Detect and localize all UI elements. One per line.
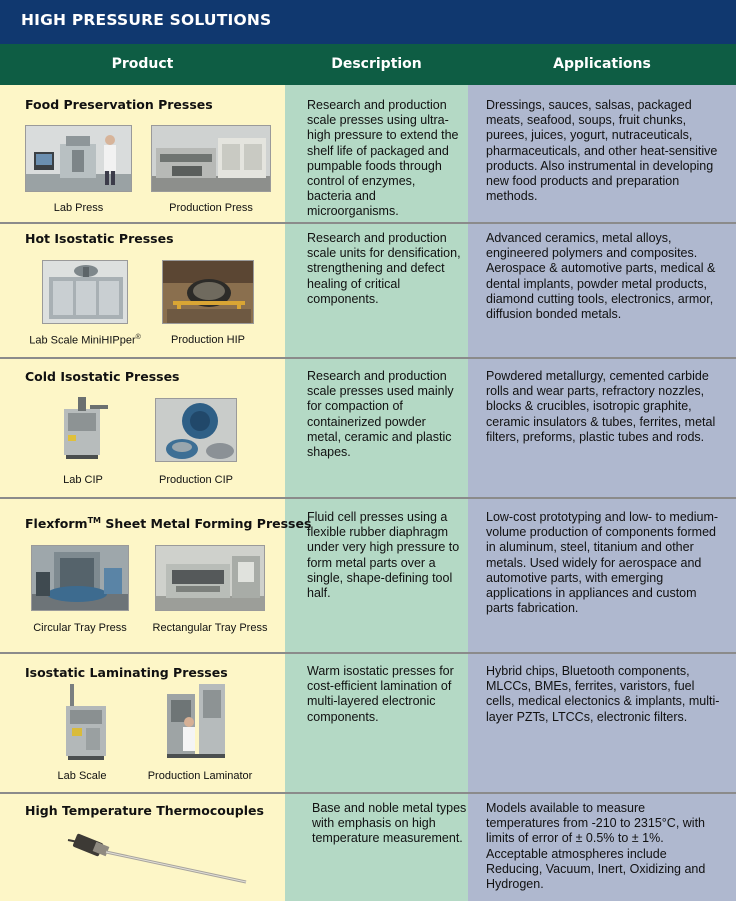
image-caption: Circular Tray Press <box>33 622 127 634</box>
page-title: HIGH PRESSURE SOLUTIONS <box>0 0 736 44</box>
production-laminator-photo <box>163 684 229 762</box>
circular-tray-press-photo <box>31 545 129 611</box>
registered-mark: ® <box>135 334 141 341</box>
header-applications: Applications <box>553 56 651 72</box>
description-text: Research and production scale presses using ultra-high pressure to extend the shelf life of packaged and pumpable foods through control of enzymes, bacteria and microorganisms. <box>307 98 459 219</box>
applications-text: Models available to measure temperatures from -210 to 2315°C, with limits of error of ± 0.5% to ± 1%. Acceptable atmospheres include Reducing, Vacuum, Inert, Oxidizing and Hydrogen. <box>486 801 706 892</box>
row-divider <box>0 357 736 359</box>
product-title: Food Preservation Presses <box>25 97 213 112</box>
applications-column <box>468 85 736 901</box>
description-text: Research and production scale units for densification, strengthening and defect healing of critical components. <box>307 231 461 306</box>
row-divider <box>0 222 736 224</box>
trademark-mark: TM <box>87 516 102 525</box>
applications-text: Powdered metallurgy, cemented carbide rolls and wear parts, refractory nozzles, blocks & crucibles, isotropic graphite, ceramic insulators & tubes, ferrites, metal filters, preforms, plastic tubes and rods. <box>486 369 716 444</box>
image-caption: Production CIP <box>159 474 233 486</box>
product-title: Flexform™ Sheet Metal Forming Presses <box>25 516 312 532</box>
thermocouple-photo <box>60 822 252 886</box>
lab-scale-minihipper-photo <box>42 260 128 324</box>
lab-scale-laminator-photo <box>60 684 112 762</box>
applications-text: Dressings, sauces, salsas, packaged meats, seafood, soups, fruit chunks, purees, juices, yogurt, nutraceuticals, pharmaceuticals, and other heat-sensitive products. Also instrumental in developing new food products and preparation methods. <box>486 98 718 204</box>
production-cip-photo <box>155 398 237 462</box>
product-title: Isostatic Laminating Presses <box>25 665 228 680</box>
header-description: Description <box>331 56 422 72</box>
row-divider <box>0 792 736 794</box>
description-text: Research and production scale presses used mainly for compaction of containerized powder metal, ceramic and plastic shapes. <box>307 369 454 460</box>
lab-press-photo <box>25 125 132 192</box>
image-caption: Production Laminator <box>147 770 253 782</box>
applications-text: Low-cost prototyping and low- to medium-volume production of components formed in aluminum, steel, titanium and other metals. Used widely for aerospace and automotive parts, with emerging applications in appliances and custom parts fabrication. <box>486 510 719 616</box>
production-hip-photo <box>162 260 254 324</box>
description-text: Warm isostatic presses for cost-efficient lamination of multi-layered electronic components. <box>307 664 454 724</box>
image-caption: Lab Press <box>53 202 104 214</box>
image-caption: Production Press <box>169 202 253 214</box>
description-text: Fluid cell presses using a flexible rubber diaphragm under very high pressure to form metal parts over a single, shape-defining tool half. <box>307 510 460 601</box>
column-header-bar <box>0 44 736 85</box>
rectangular-tray-press-photo <box>155 545 265 611</box>
product-title: Cold Isostatic Presses <box>25 369 180 384</box>
product-title: Hot Isostatic Presses <box>25 231 174 246</box>
applications-text: Advanced ceramics, metal alloys, engineered polymers and composites. Aerospace & automotive parts, medical & dental implants, powder metal products, diamond cutting tools, electronics, armor, diffusion bonded metals. <box>486 231 716 322</box>
image-caption: Lab Scale MiniHIPper® <box>29 334 141 347</box>
production-press-photo <box>151 125 271 192</box>
lab-cip-photo <box>54 395 112 463</box>
image-caption: Rectangular Tray Press <box>152 622 268 634</box>
description-text: Base and noble metal types with emphasis on high temperature measurement. <box>312 801 467 846</box>
image-caption: Production HIP <box>171 334 245 346</box>
row-divider <box>0 497 736 499</box>
image-caption: Lab CIP <box>63 474 103 486</box>
product-title: High Temperature Thermocouples <box>25 803 264 818</box>
image-caption: Lab Scale <box>57 770 107 782</box>
applications-text: Hybrid chips, Bluetooth components, MLCCs, BMEs, ferrites, varistors, fuel cells, medical electonics & implants, multi-layer PZTs, LTCCs, electronic filters. <box>486 664 720 724</box>
row-divider <box>0 652 736 654</box>
header-product: Product <box>111 56 174 72</box>
